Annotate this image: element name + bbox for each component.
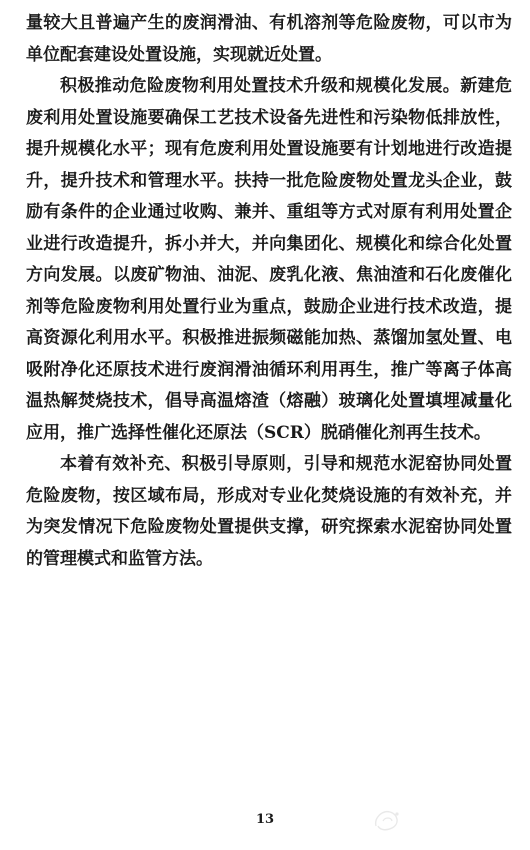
paragraph-continuation: 量较大且普遍产生的废润滑油、有机溶剂等危险废物，可以市为单位配套建设处置设施，实现就近处置。 — [26, 13, 512, 65]
paragraph-cement-kiln: 本着有效补充、积极引导原则，引导和规范水泥窑协同处置危险废物，按区域布局，形成对专业化焚烧设施的有效补充，并为突发情况下危险废物处置提供支撑，研究探索水泥窑协同处置的管理模式和监管方法。 — [26, 454, 512, 569]
watermark-stamp-icon — [370, 806, 404, 834]
page-number: 13 — [255, 812, 275, 827]
document-body — [26, 8, 512, 575]
paragraph-technology-upgrade: 积极推动危险废物利用处置技术升级和规模化发展。新建危废利用处置设施要确保工艺技术设备先进性和污染物低排放性，提升规模化水平；现有危废利用处置设施要有计划地进行改造提升，提升技术和管理水平。扶持一批危险废物处置龙头企业，鼓励有条件的企业通过收购、兼并、重组等方式对原有利用处置企业进行改造提升，拆小并大，并向集团化、规模化和综合化处置方向发展。以废矿物油、油泥、废乳化液、焦油渣和石化废催化剂等危险废物利用处置行业为重点，鼓励企业进行技术改造，提高资源化利用水平。积极推进振频磁能加热、蒸馏加氢处置、电吸附净化还原技术进行废润滑油循环利用再生，推广等离子体高温热解焚烧技术，倡导高温熔渣（熔融）玻璃化处置填埋减量化应用，推广选择性催化还原法（SCR）脱硝催化剂再生技术。 — [26, 76, 512, 443]
